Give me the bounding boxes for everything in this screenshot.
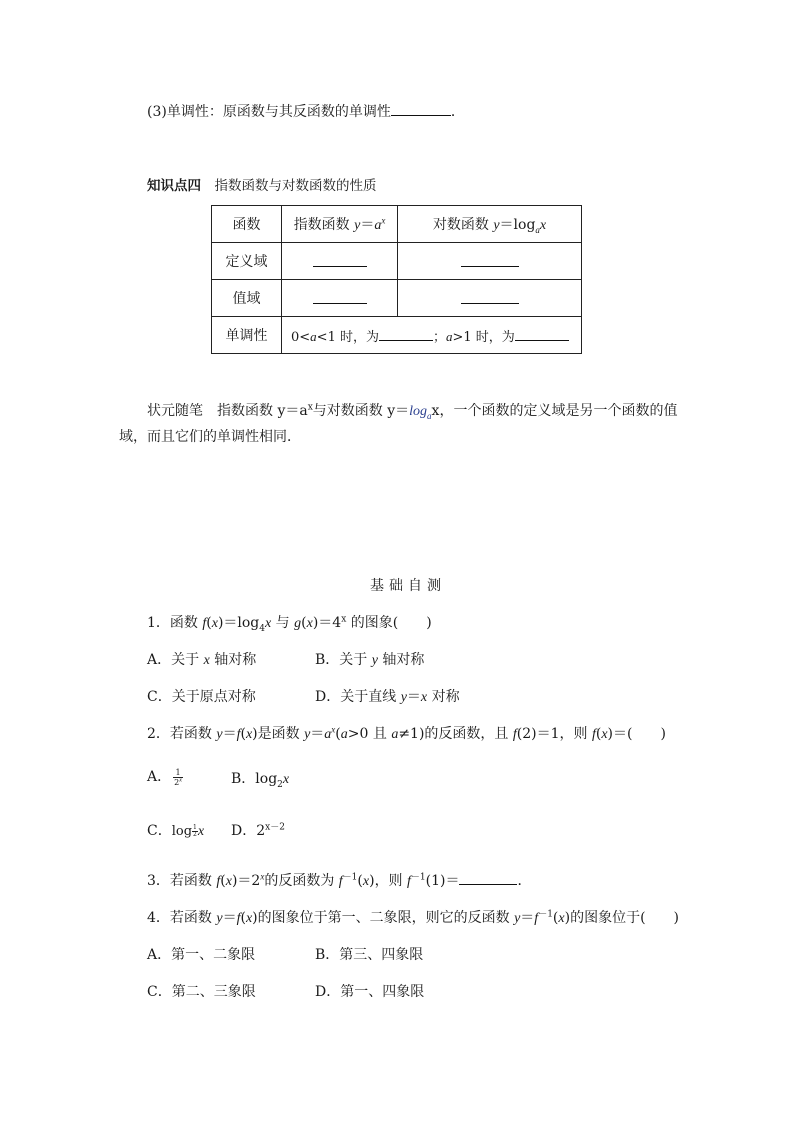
math-var: x bbox=[362, 874, 370, 889]
math-var: f bbox=[202, 616, 207, 631]
answer-blank[interactable] bbox=[459, 870, 517, 885]
math-sup: x bbox=[307, 402, 313, 413]
note-text: x，一个函数的定义域是另一个函数的值 bbox=[431, 403, 678, 419]
math-sub: a bbox=[427, 410, 432, 421]
q-text: 与 bbox=[271, 615, 295, 631]
math-op: ＝ bbox=[406, 689, 421, 705]
q-text: 的图象位于( ) bbox=[570, 910, 680, 926]
monotonicity-text: (3)单调性：原函数与其反函数的单调性 bbox=[147, 104, 391, 120]
math-var: a bbox=[391, 727, 399, 742]
math-func: log bbox=[171, 824, 193, 839]
table-row bbox=[212, 317, 582, 354]
math-var: x bbox=[197, 824, 205, 839]
math-var: f bbox=[534, 911, 539, 926]
math-op: ＝ bbox=[310, 726, 325, 742]
math-var: y bbox=[354, 218, 361, 233]
math-var: a bbox=[324, 727, 332, 742]
option-c[interactable] bbox=[147, 686, 256, 706]
math-func: log bbox=[513, 217, 536, 233]
table-row bbox=[212, 243, 582, 280]
math-var: f bbox=[236, 911, 241, 926]
option-c[interactable] bbox=[147, 981, 256, 1001]
option-d[interactable] bbox=[315, 981, 424, 1001]
math-var: y bbox=[216, 727, 223, 742]
q-text: >0 且 bbox=[347, 726, 392, 742]
math-sub: 4 bbox=[259, 623, 266, 634]
math-sup: x bbox=[260, 871, 265, 882]
math-var: f bbox=[407, 874, 411, 889]
fraction bbox=[173, 768, 183, 787]
math-var: x bbox=[245, 911, 253, 926]
question-3: 3．若函数 $f(x)=2^x$的反函数为 $f^{-1}(x)$，则 $f^{-1}(1)=$ ． bbox=[147, 871, 532, 889]
properties-table bbox=[211, 205, 582, 354]
math-var: x bbox=[203, 653, 210, 668]
math-var: a bbox=[445, 328, 453, 344]
table-cell: 值域 bbox=[212, 280, 282, 317]
self-test-title: 基础自测 bbox=[370, 578, 446, 594]
math-op: ＝ bbox=[520, 910, 535, 926]
math-var: a bbox=[310, 328, 317, 344]
section-label: 知识点四 bbox=[147, 178, 201, 194]
table-cell bbox=[282, 206, 398, 243]
table-cell: 单调性 bbox=[212, 317, 282, 354]
math-sup: x－2 bbox=[265, 822, 285, 833]
math-var: x bbox=[558, 911, 565, 926]
math-var: y bbox=[493, 218, 500, 233]
math-sup: －1 bbox=[538, 909, 553, 920]
cell-text: ； bbox=[432, 329, 446, 345]
table-cell bbox=[282, 280, 398, 317]
answer-blank[interactable] bbox=[379, 326, 433, 341]
cell-text: <1 时，为 bbox=[316, 329, 379, 345]
option-a[interactable] bbox=[147, 649, 256, 669]
math-var: y bbox=[216, 911, 223, 926]
math-var: f bbox=[216, 874, 221, 889]
math-op: ＝ bbox=[222, 726, 237, 742]
q-text: 是函数 bbox=[257, 726, 305, 742]
option-label: B． bbox=[231, 771, 256, 787]
math-var: f bbox=[591, 727, 596, 742]
section-heading bbox=[147, 174, 377, 194]
option-d[interactable] bbox=[315, 686, 460, 706]
math-var: x bbox=[601, 727, 608, 742]
table-cell bbox=[282, 317, 582, 354]
math-var: x bbox=[245, 727, 253, 742]
math-func: log bbox=[409, 404, 428, 419]
option-text: B．关于 bbox=[315, 652, 372, 668]
note-line-2 bbox=[119, 426, 301, 446]
math-op: ＝ bbox=[360, 217, 375, 233]
answer-blank[interactable] bbox=[461, 289, 519, 304]
math-var: y bbox=[304, 727, 311, 742]
option-text: A．第一、二象限 bbox=[147, 947, 256, 963]
q-text: (2)＝1，则 bbox=[516, 726, 592, 742]
math-num: 2 bbox=[256, 823, 266, 839]
q-text: 的反函数为 bbox=[264, 873, 339, 889]
option-label: D． bbox=[231, 823, 257, 839]
option-text: C．关于原点对称 bbox=[147, 689, 256, 705]
option-text: A．关于 bbox=[147, 652, 204, 668]
question-1: 1．函数 $f(x)=\log_4x$ 与 $g(x)=4^x$ 的图象( ) bbox=[147, 614, 432, 634]
math-op: ＝ bbox=[222, 910, 237, 926]
q-text: 2．若函数 bbox=[147, 726, 217, 742]
q-text: 的图象( ) bbox=[346, 615, 432, 631]
q-text: ≠1)的反函数，且 bbox=[398, 726, 513, 742]
math-var: f bbox=[512, 727, 517, 742]
cell-text: >1 时，为 bbox=[452, 329, 515, 345]
math-var: x bbox=[306, 616, 313, 631]
note-line-1 bbox=[147, 400, 677, 420]
answer-blank[interactable] bbox=[461, 252, 519, 267]
fraction-numerator: 1 bbox=[173, 768, 183, 778]
option-text: C．第二、三象限 bbox=[147, 984, 256, 1000]
table-cell: 定义域 bbox=[212, 243, 282, 280]
table-cell: 函数 bbox=[212, 206, 282, 243]
answer-blank[interactable] bbox=[313, 252, 367, 267]
math-sup: x bbox=[179, 776, 182, 783]
section-title: 指数函数与对数函数的性质 bbox=[214, 178, 377, 194]
option-text: 对称 bbox=[427, 689, 460, 705]
table-cell bbox=[398, 280, 582, 317]
table-cell bbox=[398, 243, 582, 280]
math-func: log bbox=[255, 771, 278, 787]
table-cell bbox=[282, 243, 398, 280]
q-text: 3．若函数 bbox=[147, 873, 217, 889]
math-var: x bbox=[211, 616, 218, 631]
math-var: x bbox=[282, 772, 290, 787]
option-b[interactable] bbox=[231, 768, 289, 788]
monotonicity-line bbox=[147, 101, 465, 121]
math-op: ＝ bbox=[499, 217, 514, 233]
option-b[interactable] bbox=[315, 649, 424, 669]
answer-blank[interactable] bbox=[515, 326, 569, 341]
math-var: x bbox=[420, 690, 428, 705]
option-d[interactable] bbox=[231, 820, 285, 840]
math-sup: －1 bbox=[410, 872, 426, 883]
math-sub: 2 bbox=[277, 779, 283, 790]
option-b[interactable] bbox=[315, 944, 423, 964]
answer-blank[interactable] bbox=[391, 101, 451, 116]
table-cell bbox=[398, 206, 582, 243]
math-var: a bbox=[374, 218, 382, 233]
note-text: 指数函数 y＝a bbox=[217, 403, 308, 419]
q-text: 1．函数 bbox=[147, 615, 203, 631]
math-sub: a bbox=[535, 224, 540, 235]
q-text: 4．若函数 bbox=[147, 910, 217, 926]
math-sup: －1 bbox=[342, 872, 358, 883]
period: ． bbox=[450, 104, 465, 120]
math-var: y bbox=[400, 690, 407, 705]
answer-blank[interactable] bbox=[313, 289, 367, 304]
math-var: x bbox=[265, 616, 272, 631]
option-text: B．第三、四象限 bbox=[315, 947, 424, 963]
cell-text: 指数函数 bbox=[293, 217, 355, 233]
math-var: y bbox=[371, 653, 378, 668]
math-var: x bbox=[225, 874, 232, 889]
note-text: 与对数函数 y＝ bbox=[312, 403, 410, 419]
question-4: 4．若函数 y＝f(x)的图象位于第一、二象限，则它的反函数 $y=f^{-1}(x)$的图象位于( ) bbox=[147, 909, 680, 926]
q-text: ＝( ) bbox=[613, 726, 666, 742]
option-label: C． bbox=[147, 823, 172, 839]
option-text: 轴对称 bbox=[209, 652, 257, 668]
option-text: D．关于直线 bbox=[315, 689, 401, 705]
option-c[interactable] bbox=[147, 820, 204, 840]
q-text: ＝log bbox=[223, 615, 260, 631]
fraction-denominator bbox=[173, 778, 183, 787]
cell-text: 对数函数 bbox=[432, 217, 494, 233]
fraction-numerator: 1 bbox=[193, 823, 197, 831]
q-text: ( bbox=[335, 726, 341, 742]
q-text: ＝2 bbox=[237, 873, 261, 889]
math-sup: x bbox=[331, 724, 336, 735]
math-sup: x bbox=[341, 614, 347, 625]
note-label: 状元随笔 bbox=[147, 403, 203, 419]
option-text: D．第一、四象限 bbox=[315, 984, 425, 1000]
q-text: ． bbox=[517, 873, 532, 889]
math-var: y bbox=[514, 911, 521, 926]
q-text: (1)＝ bbox=[425, 873, 460, 889]
option-a[interactable] bbox=[147, 944, 255, 964]
q-text: 的图象位于第一、二象限，则它的反函数 bbox=[257, 910, 515, 926]
question-2: 2．若函数 y＝f(x)是函数 $y=a^x(a>0$ 且 a≠1)的反函数，且 f(2)＝1，则 f(x)＝( ) bbox=[147, 724, 666, 742]
math-var: a bbox=[340, 727, 348, 742]
cell-text: 0< bbox=[291, 329, 311, 345]
q-text: ，则 bbox=[374, 873, 408, 889]
table-header-row bbox=[212, 206, 582, 243]
math-num: 2 bbox=[174, 777, 180, 787]
option-a[interactable] bbox=[147, 766, 185, 787]
note-text: 域，而且它们的单调性相同． bbox=[119, 429, 301, 445]
math-sup: x bbox=[381, 215, 386, 226]
math-var: f bbox=[338, 874, 343, 889]
math-var: f bbox=[236, 727, 241, 742]
table-row bbox=[212, 280, 582, 317]
math-var: g bbox=[294, 616, 302, 631]
option-label: A． bbox=[147, 769, 172, 785]
fraction-denominator: 2 bbox=[193, 830, 197, 838]
math-var: x bbox=[539, 218, 547, 233]
q-text: ＝4 bbox=[318, 615, 342, 631]
option-text: 轴对称 bbox=[377, 652, 425, 668]
